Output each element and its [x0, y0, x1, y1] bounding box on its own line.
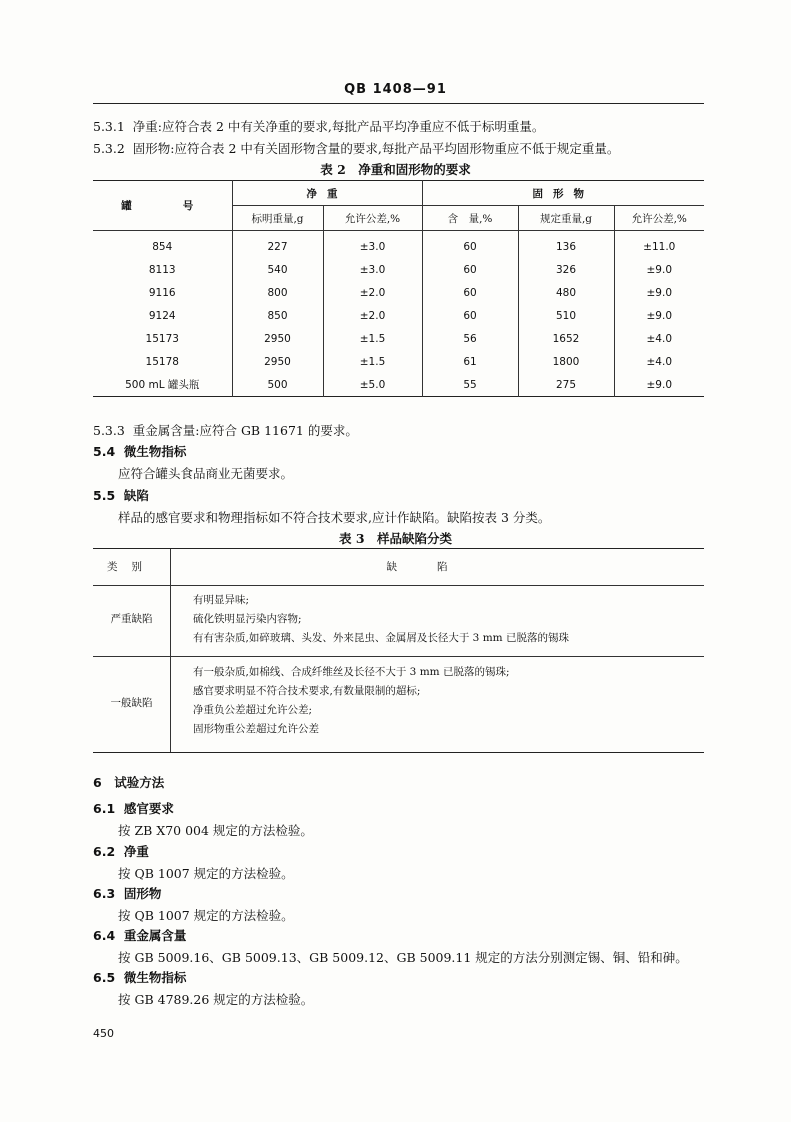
- cell-tol: ±9.0: [614, 281, 704, 304]
- severe-defect-list: [193, 591, 694, 648]
- clause-title: 缺陷: [123, 488, 149, 503]
- clause-6-5-body: 按 GB 4789.26 规定的方法检验。: [118, 992, 314, 1007]
- cell-tol: ±9.0: [614, 304, 704, 327]
- section-6-title: 6 试验方法: [93, 775, 165, 790]
- cell-can: 854: [152, 240, 173, 253]
- clause-title: 固形物: [123, 886, 162, 901]
- cell-tol: ±11.0: [614, 231, 704, 259]
- col-group-net-weight: 净重: [232, 181, 422, 206]
- cell-net-tol: ±1.5: [323, 350, 422, 373]
- cell-tol: ±9.0: [614, 258, 704, 281]
- clause-5-3-2: [93, 139, 619, 157]
- clause-title: 微生物指标: [123, 444, 187, 459]
- defect-item: 有明显异味;: [193, 594, 250, 606]
- table-row: [93, 373, 704, 397]
- clause-6-2-body: 按 QB 1007 规定的方法检验。: [118, 866, 294, 881]
- table2-caption: 表 2 净重和固形物的要求: [320, 162, 471, 177]
- defect-item: 固形物重公差超过允许公差: [193, 723, 319, 735]
- cell-content: 56: [422, 327, 518, 350]
- clause-number: 6.1: [93, 801, 116, 816]
- defect-item: 硫化铁明显污染内容物;: [193, 613, 302, 625]
- cell-content: 60: [422, 281, 518, 304]
- cell-net-tol: ±3.0: [323, 258, 422, 281]
- table3-caption: 表 3 样品缺陷分类: [338, 531, 453, 546]
- cell-tol: ±4.0: [614, 327, 704, 350]
- cell-net: 800: [232, 281, 323, 304]
- table-2-net-weight-solids: [93, 180, 704, 397]
- cell-spec: 326: [518, 258, 614, 281]
- cell-net-tol: ±5.0: [323, 373, 422, 397]
- table-row: [93, 231, 704, 259]
- defect-item: 净重负公差超过允许公差;: [193, 704, 313, 716]
- cell-can: 8113: [148, 263, 176, 276]
- defect-item: 有有害杂质,如碎玻璃、头发、外来昆虫、金属屑及长径大于 3 mm 已脱落的锡珠: [193, 632, 569, 644]
- cell-content: 55: [422, 373, 518, 397]
- clause-number: 6.2: [93, 844, 116, 859]
- cell-tol: ±4.0: [614, 350, 704, 373]
- cell-content: 60: [422, 304, 518, 327]
- table3-row-general: [93, 657, 704, 752]
- clause-number: 6.3: [93, 886, 116, 901]
- header-rule: [93, 103, 704, 104]
- clause-title: 感官要求: [123, 801, 174, 816]
- cell-net: 850: [232, 304, 323, 327]
- clause-6-5-heading: [93, 968, 186, 986]
- cell-spec: 1800: [518, 350, 614, 373]
- cell-can: 500 mL 罐头瓶: [125, 379, 200, 391]
- cell-net-tol: ±2.0: [323, 281, 422, 304]
- general-defect-list: [193, 663, 694, 739]
- clause-number: 6.4: [93, 928, 116, 943]
- page-number: 450: [93, 1027, 114, 1040]
- clause-6-1-heading: [93, 799, 174, 817]
- cell-spec: 480: [518, 281, 614, 304]
- clause-number: 6.5: [93, 970, 116, 985]
- standard-code-header: QB 1408—91: [344, 82, 447, 97]
- table-3-defect-classification: [93, 548, 704, 753]
- cell-net: 227: [232, 231, 323, 259]
- col-header-net-tolerance: 允许公差,%: [323, 206, 422, 231]
- cell-content: 60: [422, 231, 518, 259]
- cell-net-tol: ±1.5: [323, 327, 422, 350]
- cell-net-tol: ±3.0: [323, 231, 422, 259]
- cell-can: 15173: [145, 332, 179, 345]
- cell-can: 9124: [148, 309, 176, 322]
- clause-text: 净重:应符合表 2 中有关净重的要求,每批产品平均净重应不低于标明重量。: [132, 119, 545, 134]
- clause-text: 固形物:应符合表 2 中有关固形物含量的要求,每批产品平均固形物重应不低于规定重量。: [132, 141, 620, 156]
- col-header-defect: 缺陷: [386, 561, 488, 573]
- severe-defect-label: 严重缺陷: [110, 613, 153, 625]
- cell-net: 500: [232, 373, 323, 397]
- cell-net: 2950: [232, 327, 323, 350]
- clause-number: 5.3.2: [93, 141, 125, 156]
- col-header-can: 罐 号: [121, 200, 204, 212]
- clause-number: 5.5: [93, 488, 116, 503]
- clause-6-1-body: 按 ZB X70 004 规定的方法检验。: [118, 823, 313, 838]
- col-header-solids-tolerance: 允许公差,%: [614, 206, 704, 231]
- general-defect-label: 一般缺陷: [110, 697, 153, 709]
- table3-header-row: [93, 549, 704, 586]
- col-header-category: 类别: [107, 561, 156, 573]
- defect-item: 有一般杂质,如棉线、合成纤维丝及长径不大于 3 mm 已脱落的锡珠;: [193, 666, 510, 678]
- clause-5-4-body: 应符合罐头食品商业无菌要求。: [118, 466, 294, 481]
- col-header-content: 含 量,%: [422, 206, 518, 231]
- cell-spec: 510: [518, 304, 614, 327]
- col-header-labeled-weight: 标明重量,g: [232, 206, 323, 231]
- clause-number: 5.3.1: [93, 119, 125, 134]
- cell-net-tol: ±2.0: [323, 304, 422, 327]
- clause-5-4-heading: [93, 442, 186, 460]
- cell-can: 15178: [145, 355, 179, 368]
- clause-6-3-body: 按 QB 1007 规定的方法检验。: [118, 908, 294, 923]
- clause-5-5-heading: [93, 486, 149, 504]
- clause-5-3-1: [93, 117, 544, 135]
- cell-spec: 275: [518, 373, 614, 397]
- table3-row-severe: [93, 586, 704, 657]
- clause-5-5-body: 样品的感官要求和物理指标如不符合技术要求,应计作缺陷。缺陷按表 3 分类。: [118, 510, 551, 525]
- clause-6-4-body: 按 GB 5009.16、GB 5009.13、GB 5009.12、GB 5009.11 规定的方法分别测定锡、铜、铅和砷。: [118, 950, 688, 965]
- clause-title: 重金属含量: [123, 928, 187, 943]
- clause-6-4-heading: [93, 926, 186, 944]
- col-group-solids: 固形物: [422, 181, 704, 206]
- col-header-specified-weight: 规定重量,g: [518, 206, 614, 231]
- table-row: [93, 281, 704, 304]
- cell-net: 2950: [232, 350, 323, 373]
- cell-spec: 1652: [518, 327, 614, 350]
- table-row: [93, 258, 704, 281]
- cell-spec: 136: [518, 231, 614, 259]
- clause-number: 5.3.3: [93, 423, 125, 438]
- clause-number: 5.4: [93, 444, 116, 459]
- table-row: [93, 304, 704, 327]
- cell-content: 61: [422, 350, 518, 373]
- cell-net: 540: [232, 258, 323, 281]
- table-row: [93, 350, 704, 373]
- clause-title: 微生物指标: [123, 970, 187, 985]
- clause-5-3-3: [93, 421, 358, 439]
- cell-content: 60: [422, 258, 518, 281]
- clause-6-2-heading: [93, 842, 149, 860]
- table-row: [93, 327, 704, 350]
- clause-text: 重金属含量:应符合 GB 11671 的要求。: [132, 423, 358, 438]
- cell-tol: ±9.0: [614, 373, 704, 397]
- defect-item: 感官要求明显不符合技术要求,有数量限制的超标;: [193, 685, 421, 697]
- cell-can: 9116: [148, 286, 176, 299]
- clause-6-3-heading: [93, 884, 161, 902]
- clause-title: 净重: [123, 844, 149, 859]
